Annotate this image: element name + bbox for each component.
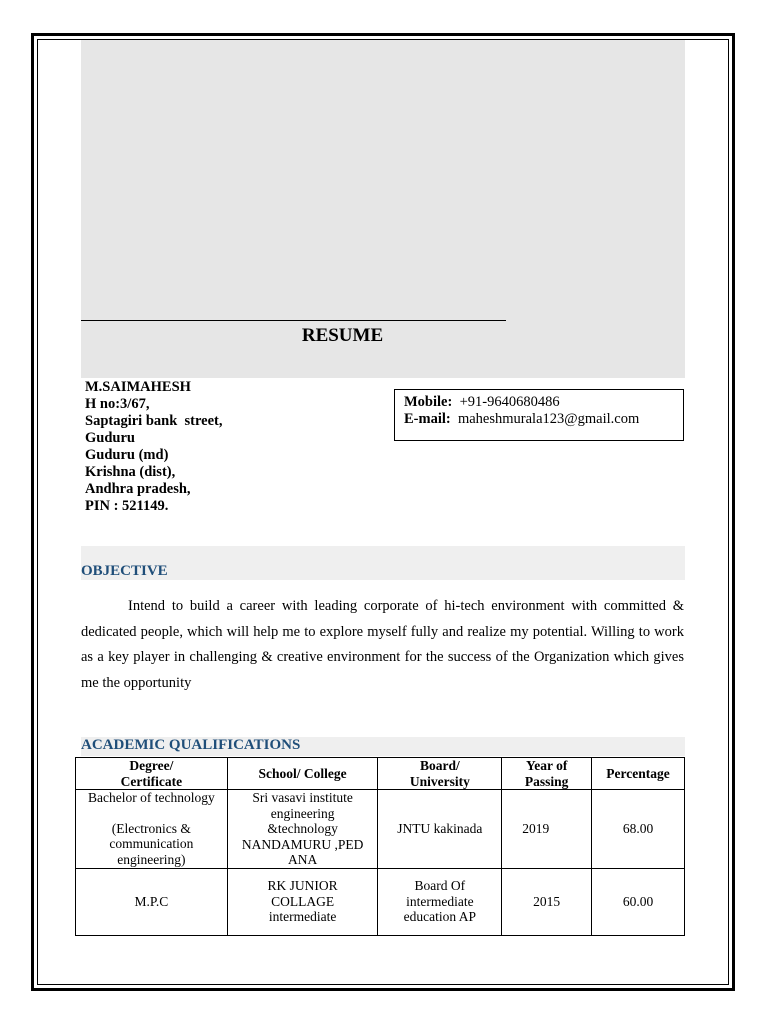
- column-header-degree: Degree/ Certificate: [76, 758, 228, 790]
- cell-board: Board Of intermediate education AP: [378, 868, 502, 935]
- mobile-label: Mobile:: [404, 394, 453, 410]
- mobile-row: [404, 394, 674, 411]
- email-row: [404, 411, 674, 428]
- cell-board: JNTU kakinada: [378, 790, 502, 869]
- contact-box: [394, 389, 684, 441]
- address-line: Krishna (dist),: [85, 464, 176, 480]
- column-header-year: Year of Passing: [502, 758, 592, 790]
- address-line: Guduru (md): [85, 447, 169, 463]
- address-pin: PIN : 521149.: [85, 498, 169, 514]
- table-header-row: [76, 758, 685, 790]
- email-value[interactable]: maheshmurala123@gmail.com: [457, 411, 640, 427]
- address-line: Guduru: [85, 430, 135, 446]
- column-header-school: School/ College: [227, 758, 378, 790]
- cell-school: RK JUNIOR COLLAGE intermediate: [227, 868, 378, 935]
- column-header-board: Board/ University: [378, 758, 502, 790]
- academic-heading: ACADEMIC QUALIFICATIONS: [81, 737, 301, 753]
- objective-heading: OBJECTIVE: [81, 563, 168, 579]
- header-divider: [81, 320, 506, 321]
- address-line: H no:3/67,: [85, 396, 150, 412]
- mobile-value: +91-9640680486: [459, 394, 560, 410]
- objective-heading-shade: [81, 546, 685, 580]
- cell-percentage: 68.00: [592, 790, 685, 869]
- email-label: E-mail:: [404, 411, 451, 427]
- table-row: [76, 868, 685, 935]
- cell-degree: Bachelor of technology (Electronics & communication engineering): [76, 790, 228, 869]
- objective-text: Intend to build a career with leading corporate of hi-tech environment with committed & dedicated people, which will help me to explore myself fully and realize my potential. Willing to work as a key player in challenging & creative environment for the success of the Organization which gives me the opportunity: [81, 598, 684, 691]
- page-title: RESUME: [301, 325, 384, 346]
- cell-year: 2019: [502, 790, 592, 869]
- cell-school: Sri vasavi institute engineering &technology NANDAMURU ,PED ANA: [227, 790, 378, 869]
- cell-year: 2015: [502, 868, 592, 935]
- address-line: Andhra pradesh,: [85, 481, 191, 497]
- cell-percentage: 60.00: [592, 868, 685, 935]
- candidate-name: M.SAIMAHESH: [85, 379, 191, 395]
- address-block: [85, 379, 223, 515]
- column-header-percentage: Percentage: [592, 758, 685, 790]
- qualifications-table: [75, 757, 685, 936]
- address-line: Saptagiri bank street,: [85, 413, 223, 429]
- table-row: [76, 790, 685, 869]
- cell-degree: M.P.C: [76, 868, 228, 935]
